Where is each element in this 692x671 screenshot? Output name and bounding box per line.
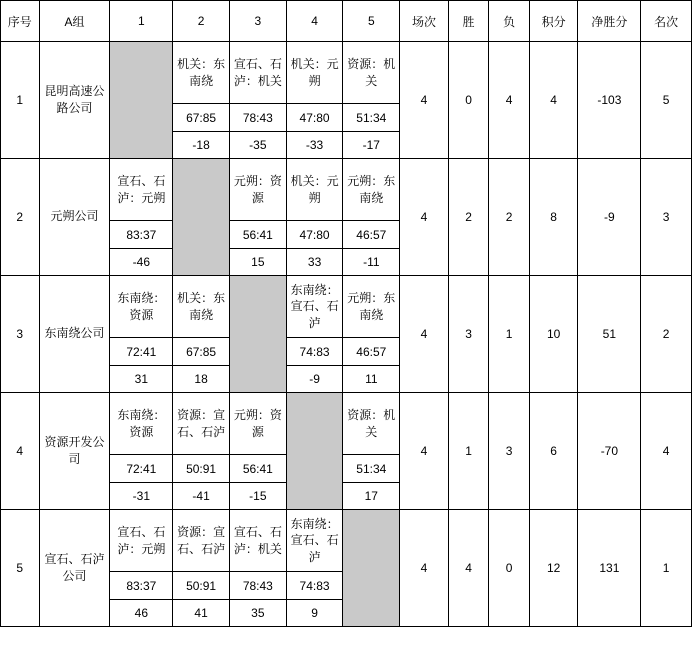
match-point-diff: -41 <box>192 489 210 503</box>
points: 12 <box>529 510 578 627</box>
header-col-3: 3 <box>229 1 286 42</box>
match-point-diff: 31 <box>134 372 148 386</box>
match-teams: 资源：宣石、石泸 <box>173 393 229 455</box>
match-score: 74:83 <box>287 572 343 600</box>
match-score: 50:91 <box>173 455 229 483</box>
losses: 2 <box>489 159 530 276</box>
match-teams: 宣石、石泸：机关 <box>230 42 286 104</box>
header-col-4: 4 <box>286 1 343 42</box>
table-row <box>1 510 692 627</box>
header-games: 场次 <box>400 1 449 42</box>
header-col-2: 2 <box>173 1 230 42</box>
match-point-diff: 15 <box>251 255 265 269</box>
match-score: 67:85 <box>173 338 229 366</box>
match-cell <box>343 42 400 159</box>
match-score: 74:83 <box>287 338 343 366</box>
match-teams: 东南绕：宣石、石泸 <box>287 510 343 572</box>
match-point-diff: -15 <box>249 489 267 503</box>
header-wins: 胜 <box>448 1 489 42</box>
row-index: 2 <box>1 159 40 276</box>
match-score: 67:85 <box>173 104 229 132</box>
net-score: 51 <box>578 276 641 393</box>
wins: 3 <box>448 276 489 393</box>
games-played: 4 <box>400 159 449 276</box>
match-cell <box>110 159 173 276</box>
match-teams: 机关：元朔 <box>287 159 343 221</box>
match-cell <box>229 510 286 627</box>
team-name: 昆明高速公路公司 <box>39 42 110 159</box>
match-score: 83:37 <box>110 221 172 249</box>
match-point-diff: 35 <box>251 606 265 620</box>
match-score: 46:57 <box>343 221 399 249</box>
self-cell <box>286 393 343 510</box>
wins: 0 <box>448 42 489 159</box>
match-teams: 资源：宣石、石泸 <box>173 510 229 572</box>
match-cell <box>110 276 173 393</box>
table-row <box>1 42 692 159</box>
match-teams: 机关：东南绕 <box>173 276 229 338</box>
team-name: 元朔公司 <box>39 159 110 276</box>
final-rank: 4 <box>641 393 692 510</box>
table-header-row <box>1 1 692 42</box>
match-cell <box>173 276 230 393</box>
losses: 0 <box>489 510 530 627</box>
points: 4 <box>529 42 578 159</box>
final-rank: 5 <box>641 42 692 159</box>
wins: 1 <box>448 393 489 510</box>
match-cell <box>343 276 400 393</box>
match-point-diff: -46 <box>132 255 150 269</box>
match-teams: 元朔：资源 <box>230 393 286 455</box>
match-score: 51:34 <box>343 455 399 483</box>
match-teams: 元朔：东南绕 <box>343 276 399 338</box>
match-teams: 资源：机关 <box>343 42 399 104</box>
self-cell <box>229 276 286 393</box>
net-score: -70 <box>578 393 641 510</box>
match-cell <box>110 393 173 510</box>
points: 10 <box>529 276 578 393</box>
match-cell <box>173 510 230 627</box>
losses: 4 <box>489 42 530 159</box>
games-played: 4 <box>400 510 449 627</box>
match-score: 78:43 <box>230 104 286 132</box>
header-losses: 负 <box>489 1 530 42</box>
net-score: -103 <box>578 42 641 159</box>
match-point-diff: 33 <box>307 255 322 269</box>
row-index: 5 <box>1 510 40 627</box>
match-point-diff: -35 <box>249 138 267 152</box>
match-point-diff: 9 <box>311 606 318 620</box>
header-points: 积分 <box>529 1 578 42</box>
match-teams: 东南绕：资源 <box>110 393 172 455</box>
match-teams: 元朔：东南绕 <box>343 159 399 221</box>
match-score: 72:41 <box>110 338 172 366</box>
match-point-diff: 17 <box>364 489 378 503</box>
match-cell <box>286 276 343 393</box>
header-net-score: 净胜分 <box>578 1 641 42</box>
match-teams: 机关：元朔 <box>287 42 343 104</box>
table-row <box>1 159 692 276</box>
match-score: 83:37 <box>110 572 172 600</box>
table-row <box>1 276 692 393</box>
wins: 4 <box>448 510 489 627</box>
games-played: 4 <box>400 276 449 393</box>
match-cell <box>229 42 286 159</box>
match-score: 51:34 <box>343 104 399 132</box>
games-played: 4 <box>400 393 449 510</box>
match-score: 56:41 <box>230 455 286 483</box>
match-point-diff: -17 <box>362 138 380 152</box>
final-rank: 3 <box>641 159 692 276</box>
table-body <box>1 42 692 627</box>
match-teams: 东南绕：宣石、石泸 <box>287 276 343 338</box>
match-score: 46:57 <box>343 338 399 366</box>
match-point-diff: -31 <box>132 489 150 503</box>
match-cell <box>229 393 286 510</box>
match-teams: 元朔：资源 <box>230 159 286 221</box>
final-rank: 2 <box>641 276 692 393</box>
match-cell <box>286 159 343 276</box>
row-index: 4 <box>1 393 40 510</box>
match-cell <box>173 42 230 159</box>
header-group: A组 <box>39 1 110 42</box>
games-played: 4 <box>400 42 449 159</box>
match-cell <box>286 510 343 627</box>
match-point-diff: -33 <box>305 138 324 152</box>
header-col-5: 5 <box>343 1 400 42</box>
match-cell <box>343 393 400 510</box>
match-cell <box>173 393 230 510</box>
row-index: 1 <box>1 42 40 159</box>
match-teams: 机关：东南绕 <box>173 42 229 104</box>
match-point-diff: 11 <box>365 372 378 386</box>
match-point-diff: 18 <box>194 372 208 386</box>
points: 8 <box>529 159 578 276</box>
losses: 3 <box>489 393 530 510</box>
header-col-1: 1 <box>110 1 173 42</box>
match-teams: 宣石、石泸：机关 <box>230 510 286 572</box>
table-row <box>1 393 692 510</box>
match-cell <box>110 510 173 627</box>
row-index: 3 <box>1 276 40 393</box>
team-name: 资源开发公司 <box>39 393 110 510</box>
final-rank: 1 <box>641 510 692 627</box>
points: 6 <box>529 393 578 510</box>
header-rank: 名次 <box>641 1 692 42</box>
team-name: 宣石、石泸公司 <box>39 510 110 627</box>
match-point-diff: -11 <box>363 255 380 269</box>
wins: 2 <box>448 159 489 276</box>
self-cell <box>173 159 230 276</box>
losses: 1 <box>489 276 530 393</box>
header-index: 序号 <box>1 1 40 42</box>
match-cell <box>343 159 400 276</box>
self-cell <box>110 42 173 159</box>
match-score: 47:80 <box>287 104 343 132</box>
match-score: 47:80 <box>287 221 343 249</box>
match-teams: 东南绕：资源 <box>110 276 172 338</box>
match-point-diff: -18 <box>192 138 210 152</box>
match-score: 50:91 <box>173 572 229 600</box>
match-point-diff: -9 <box>309 372 320 386</box>
match-score: 56:41 <box>230 221 286 249</box>
match-point-diff: 41 <box>194 606 208 620</box>
match-teams: 宣石、石泸：元朔 <box>110 510 172 572</box>
match-teams: 宣石、石泸：元朔 <box>110 159 172 221</box>
net-score: 131 <box>578 510 641 627</box>
team-name: 东南绕公司 <box>39 276 110 393</box>
match-score: 72:41 <box>110 455 172 483</box>
match-cell <box>229 159 286 276</box>
match-teams: 资源：机关 <box>343 393 399 455</box>
net-score: -9 <box>578 159 641 276</box>
self-cell <box>343 510 400 627</box>
match-point-diff: 46 <box>134 606 148 620</box>
match-score: 78:43 <box>230 572 286 600</box>
match-cell <box>286 42 343 159</box>
